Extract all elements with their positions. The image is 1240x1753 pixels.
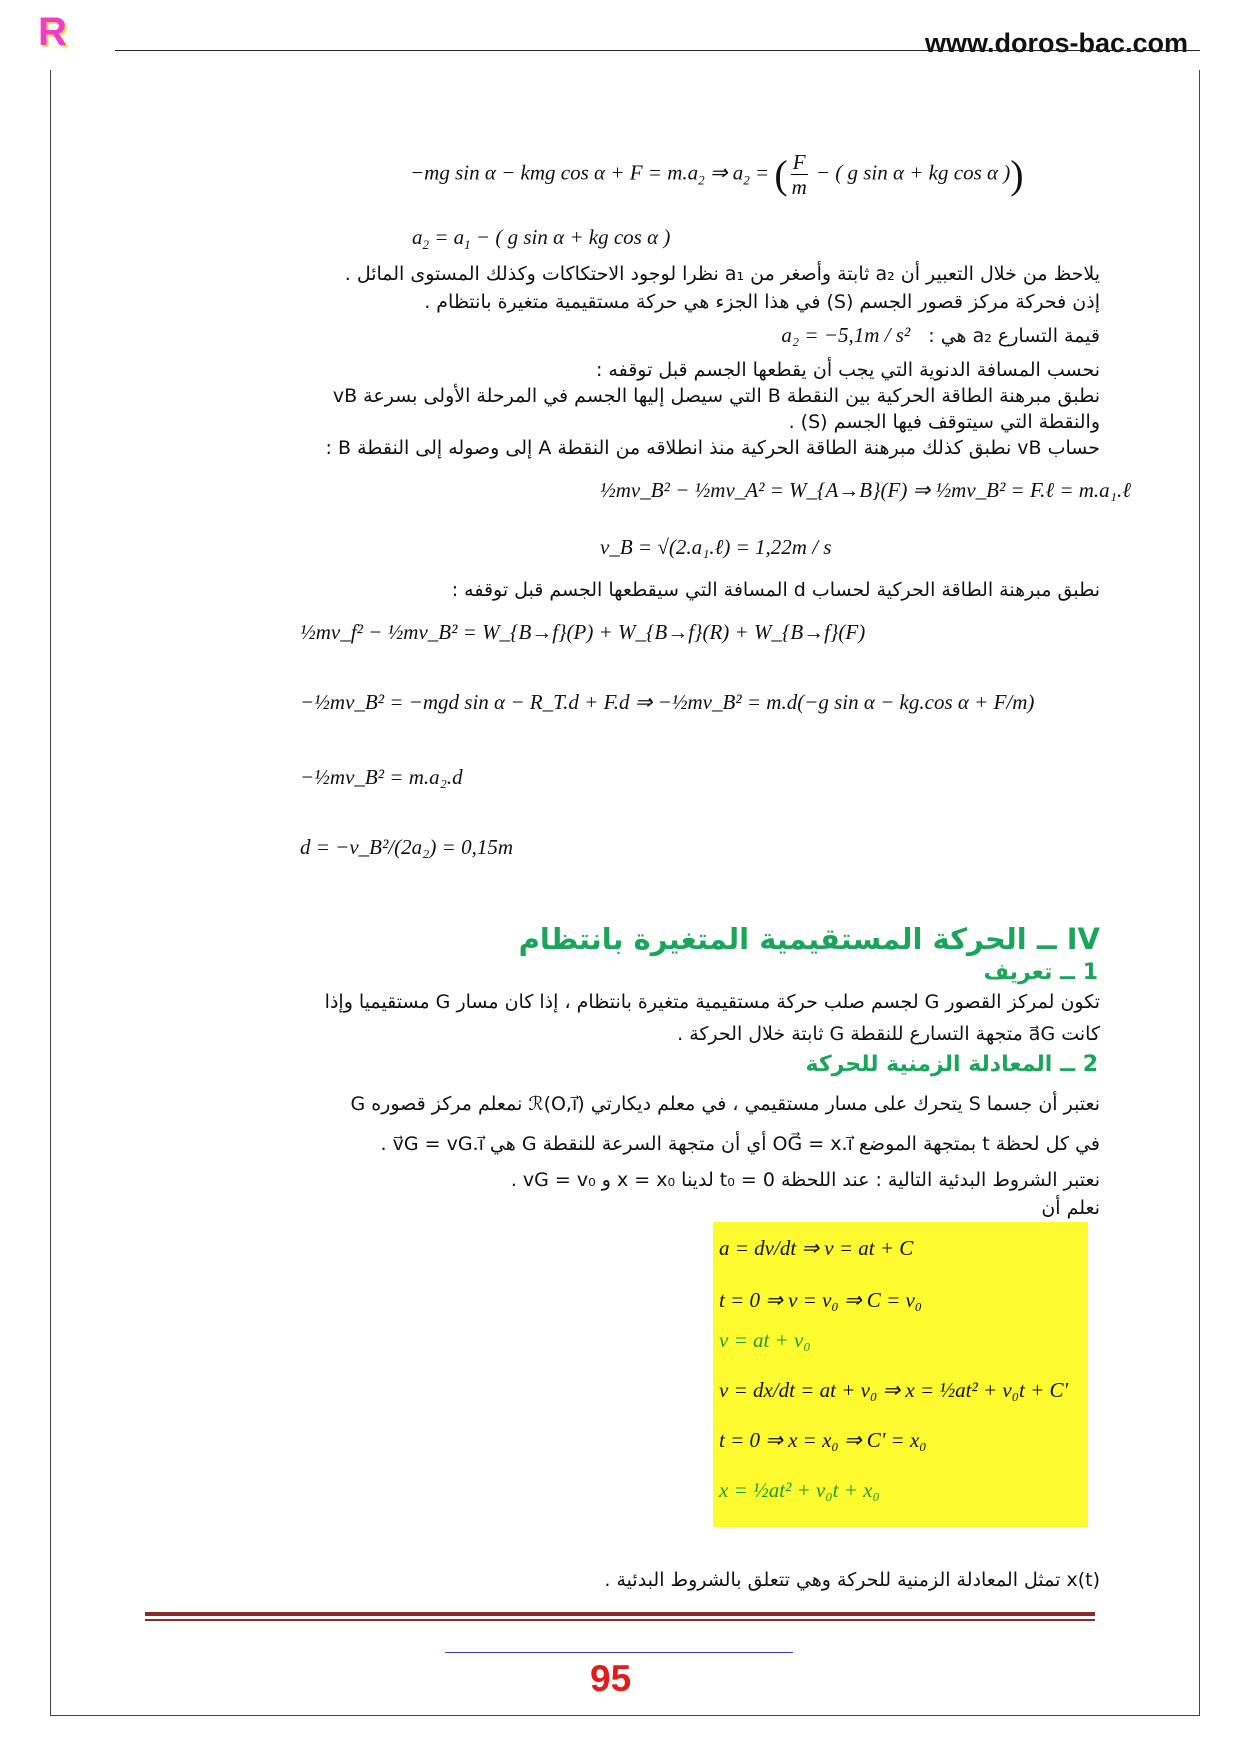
paragraph-a2-remark: يلاحظ من خلال التعبير أن a₂ ثابتة وأصغر من a₁ نظرا لوجود الاحتكاكات وكذلك المستوى المائل . [344, 263, 1100, 285]
equation-a2-a1: $a_2 = a_1$ − ( g sin α + kg cos α ) [412, 225, 671, 252]
paragraph-stop-point: والنقطة التي سيتوقف فيها الجسم (S) . [788, 411, 1100, 433]
paragraph-a2-value: قيمة التسارع a₂ هي : a₂ = −5,1m / s² [781, 323, 1100, 347]
derivation-line-5: t = 0 ⇒ x = x₀ ⇒ C' = x₀ [719, 1428, 927, 1452]
equation-a2-derivation: −mg sin α − kmg $\cos \alpha + F = m.a_2$ ⇒ $a_2$ = ( $\frac{F}{m}$ − ( g sin α + kg cos α )) [410, 150, 1024, 199]
paragraph-theorem-apply: نطبق مبرهنة الطاقة الحركية بين النقطة B التي سيصل إليها الجسم في المرحلة الأولى بسرعة vB [332, 385, 1100, 407]
footer-link-line [445, 1652, 793, 1653]
paragraph-initial-conditions: نعتبر الشروط البدئية التالية : عند اللحظة t₀ = 0 لدينا x = x₀ و vG = v₀ . [510, 1169, 1100, 1191]
paragraph-frame: نعتبر أن جسما S يتحرك على مسار مستقيمي ، في معلم ديكارتي ℛ(O,i⃗) نمعلم مركز قصوره G [350, 1093, 1100, 1115]
derivation-line-6: x = ½at² + v₀t + x₀ [719, 1478, 880, 1502]
paragraph-vb-calc: حساب vB نطبق كذلك مبرهنة الطاقة الحركية منذ انطلاقه من النقطة A إلى وصوله إلى النقطة B : [325, 437, 1100, 459]
footer-rule-thick [145, 1612, 1095, 1616]
footer-rule-thin [145, 1619, 1095, 1621]
equation-d-a2: −½mv_B² = m.a₂.d [300, 765, 463, 789]
subsection-definition: 1 ــ تعريف [983, 960, 1098, 985]
paragraph-definition-2: كانت a⃗G متجهة التسارع للنقطة G ثابتة خلال الحركة . [677, 1023, 1100, 1045]
equation-d-expanded: −½mv_B² = −mgd sin α − R_T.d + F.d ⇒ −½mv_B² = m.d(−g sin α − kg.cos α + F/m) [300, 690, 1035, 714]
paragraph-definition-1: تكون لمركز القصور G لجسم صلب حركة مستقيمية متغيرة بانتظام ، إذا كان مسار G مستقيميا وإذا [324, 991, 1100, 1013]
header-rule [115, 50, 1200, 51]
derivation-line-4: v = dx/dt = at + v₀ ⇒ x = ½at² + v₀t + C' [719, 1378, 1069, 1402]
paragraph-d-calc: نطبق مبرهنة الطاقة الحركية لحساب d المسافة التي سيقطعها الجسم قبل توقفه : [451, 579, 1100, 601]
derivation-line-3: v = at + v₀ [719, 1328, 811, 1352]
site-logo: R [38, 10, 67, 54]
paragraph-motion-type: إذن فحركة مركز قصور الجسم (S) في هذا الجزء هي حركة مستقيمية متغيرة بانتظام . [424, 291, 1100, 313]
paragraph-position-vector: في كل لحظة t بمتجهة الموضع OG⃗ = x.i⃗ أي أن متجهة السرعة للنقطة G هي v⃗G = vG.i⃗ . [380, 1133, 1100, 1155]
equation-vb-value: v_B = √(2.a₁.ℓ) = 1,22m / s [600, 535, 832, 559]
highlighted-derivation [713, 1222, 1088, 1527]
equation-d-value: d = −v_B²/(2a₂) = 0,15m [300, 835, 513, 859]
paragraph-we-know: نعلم أن [1041, 1197, 1100, 1219]
section-title: IV ــ الحركة المستقيمية المتغيرة بانتظام [518, 922, 1100, 956]
paragraph-distance-intro: نحسب المسافة الدنوية التي يجب أن يقطعها الجسم قبل توقفه : [595, 359, 1100, 381]
paragraph-closing: x(t) تمثل المعادلة الزمنية للحركة وهي تتعلق بالشروط البدئية . [604, 1569, 1100, 1591]
subsection-time-equation: 2 ــ المعادلة الزمنية للحركة [805, 1052, 1098, 1077]
equation-vb-energy: ½mv_B² − ½mv_A² = W_{A→B}(F) ⇒ ½mv_B² = F.ℓ = m.a₁.ℓ [600, 478, 1131, 502]
derivation-line-1: a = dv/dt ⇒ v = at + C [719, 1236, 914, 1260]
equation-d-energy: ½mv_f² − ½mv_B² = W_{B→f}(P) + W_{B→f}(R) + W_{B→f}(F) [300, 620, 866, 644]
a2-value: a₂ = −5,1m / s² [781, 323, 911, 347]
page-number: 95 [590, 1658, 632, 1699]
site-url[interactable]: www.doros-bac.com [924, 28, 1188, 58]
derivation-line-2: t = 0 ⇒ v = v₀ ⇒ C = v₀ [719, 1288, 923, 1312]
